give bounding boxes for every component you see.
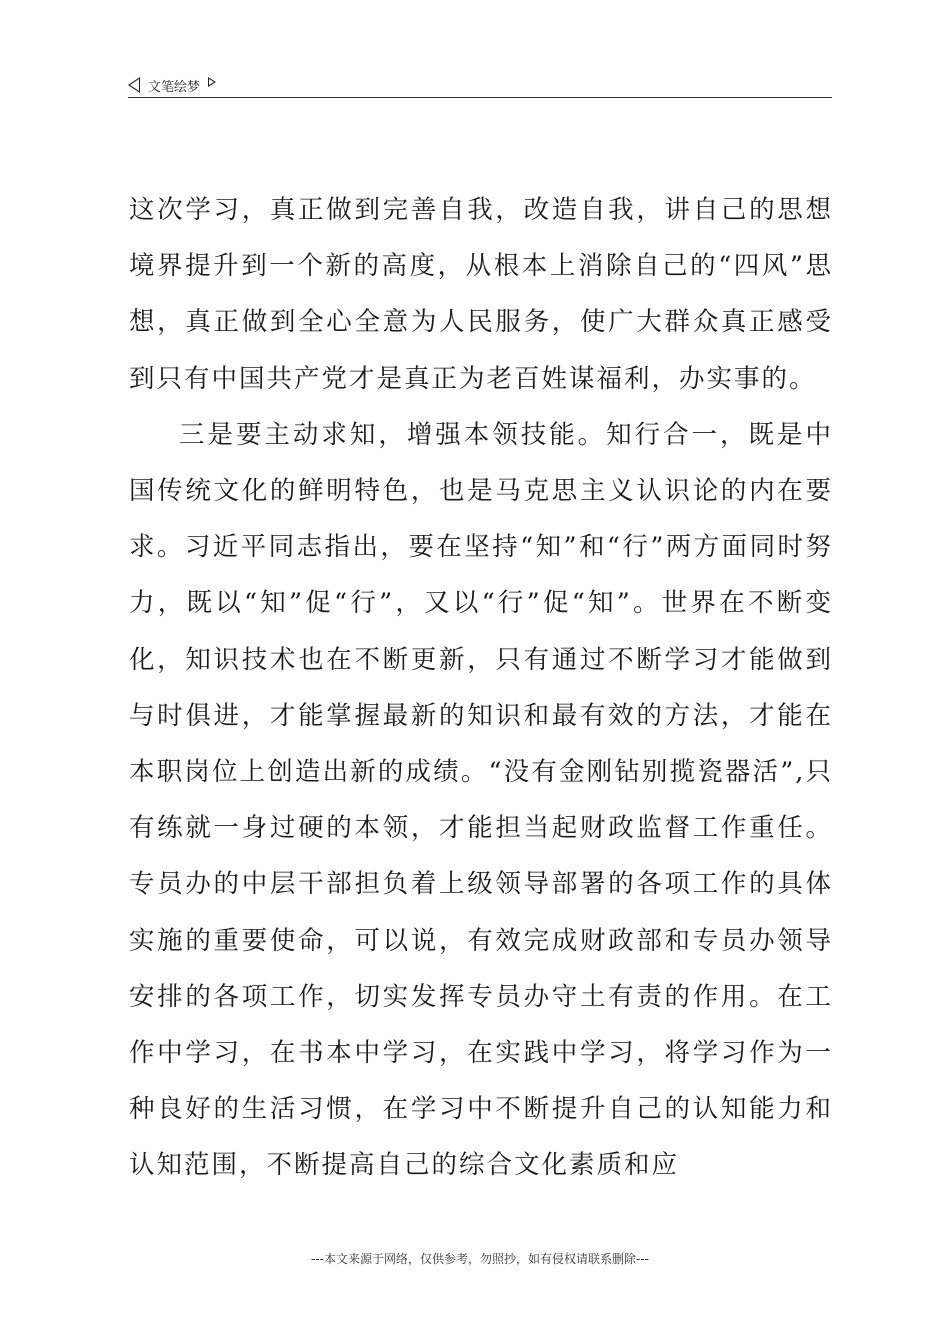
paragraph-continued: 这次学习，真正做到完善自我，改造自我，讲自己的思想境界提升到一个新的高度，从根本上消除自己的“四风”思想，真正做到全心全意为人民服务，使广大群众真正感受到只有中国共产党才是真正为老百姓谋福利，办实事的。 <box>129 195 833 394</box>
page-header <box>128 74 216 96</box>
right-triangle-icon <box>208 77 216 87</box>
header-title: 文笔绘梦 <box>148 79 201 95</box>
left-triangle-icon <box>128 77 140 93</box>
page-footer: ---本文来源于网络，仅供参考，勿照抄，如有侵权请联系删除--- <box>311 1252 649 1266</box>
document-body <box>129 182 833 1194</box>
header-divider <box>128 97 832 98</box>
paragraph-point-three: 三是要主动求知，增强本领技能。知行合一，既是中国传统文化的鲜明特色，也是马克思主义认识论的内在要求。习近平同志指出，要在坚持“知”和“行”两方面同时努力，既以“知”促“行”，又以“行”促“知”。世界在不断变化，知识技术也在不断更新，只有通过不断学习才能做到与时俱进，才能掌握最新的知识和最有效的方法，才能在本职岗位上创造出新的成绩。“没有金刚钻别揽瓷器活”,只有练就一身过硬的本领，才能担当起财政监督工作重任。专员办的中层干部担负着上级领导部署的各项工作的具体实施的重要使命，可以说，有效完成财政部和专员办领导安排的各项工作，切实发挥专员办守土有责的作用。在工作中学习，在书本中学习，在实践中学习，将学习作为一种良好的生活习惯，在学习中不断提升自己的认知能力和认知范围，不断提高自己的综合文化素质和应 <box>129 419 833 1181</box>
